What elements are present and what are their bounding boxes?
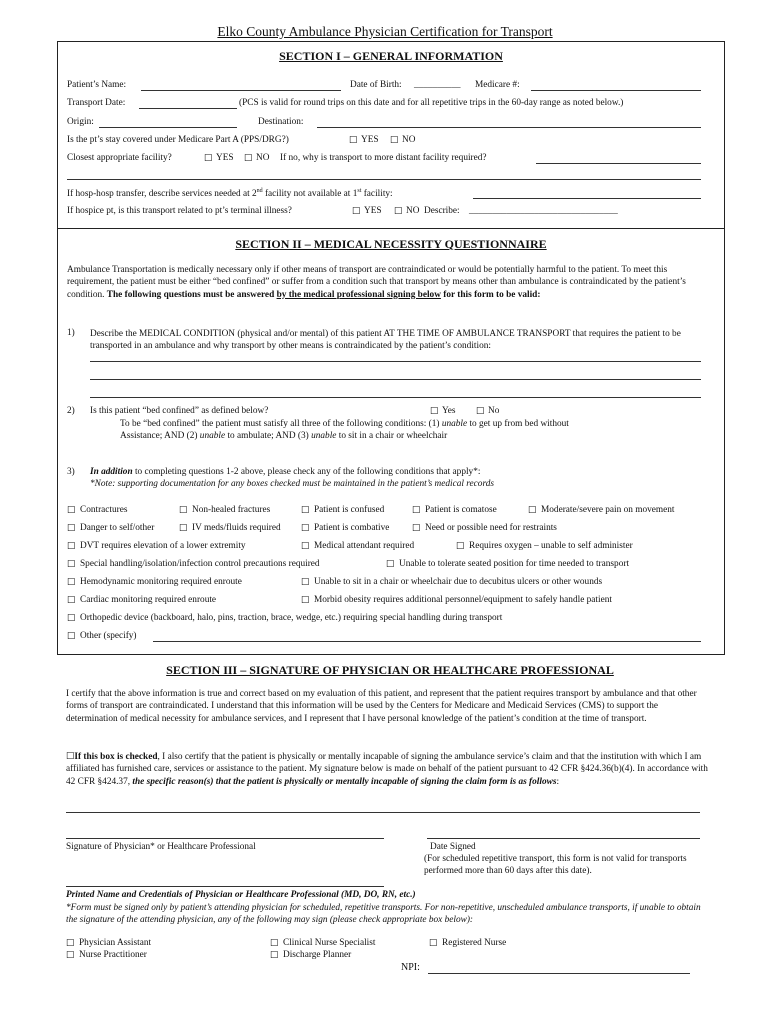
closest-no-checkbox[interactable] xyxy=(244,153,252,164)
part-a-no-label: NO xyxy=(402,135,416,145)
nurse-practitioner-checkbox[interactable] xyxy=(66,950,74,961)
part-a-question: Is the pt’s stay covered under Medicare Part A (PPS/DRG?) xyxy=(67,135,289,145)
patient-name-label: Patient’s Name: xyxy=(67,80,127,90)
clinical-nurse-specialist-label: Clinical Nurse Specialist xyxy=(283,938,376,948)
certify-paragraph: I certify that the above information is true and correct based on my evaluation of this patient, and represent that the patient requires transport by ambulance and that other forms of transport are contraindicated. I understand that this information will be used by the Centers for Medicare and Medicaid Services (CMS) to support the determination of medical necessity for ambulance services, and I represent that I have personal knowledge of the patient’s condition at the time of transport. xyxy=(66,689,697,724)
oxygen-checkbox[interactable] xyxy=(456,541,464,552)
section-2-box xyxy=(57,228,725,655)
danger-to-self-label: Danger to self/other xyxy=(80,523,155,533)
destination-field[interactable] xyxy=(317,127,701,128)
closest-facility-label: Closest appropriate facility? xyxy=(67,153,172,163)
patient-combative-label: Patient is combative xyxy=(314,523,390,533)
describe-label: Describe: xyxy=(424,206,460,216)
oxygen-label: Requires oxygen – unable to self administer xyxy=(469,541,633,551)
medical-attendant-checkbox[interactable] xyxy=(301,541,309,552)
part-a-yes-checkbox[interactable] xyxy=(349,135,357,146)
q2-yes-label: Yes xyxy=(442,406,456,416)
incapable-reason-line[interactable] xyxy=(66,812,700,813)
form-title: Elko County Ambulance Physician Certification for Transport xyxy=(217,24,553,39)
non-healed-fractures-checkbox[interactable] xyxy=(179,505,187,516)
pcs-note: (PCS is valid for round trips on this date and for all repetitive trips in the 60-day range as noted below.) xyxy=(239,98,624,108)
contractures-label: Contractures xyxy=(80,505,128,515)
contractures-checkbox[interactable] xyxy=(67,505,75,516)
describe-field[interactable]: ________________________________ xyxy=(469,206,618,216)
q2-number: 2) xyxy=(67,406,75,416)
signature-label: Signature of Physician* or Healthcare Professional xyxy=(66,842,256,852)
morbid-obesity-label: Morbid obesity requires additional personnel/equipment to safely handle patient xyxy=(314,595,612,605)
transport-date-field[interactable] xyxy=(139,108,237,109)
part-a-no-checkbox[interactable] xyxy=(390,135,398,146)
restraints-checkbox[interactable] xyxy=(412,523,420,534)
hospice-yes-label: YES xyxy=(364,206,382,216)
morbid-obesity-checkbox[interactable] xyxy=(301,595,309,606)
q3-note: *Note: supporting documentation for any boxes checked must be maintained in the patient’s medical records xyxy=(90,479,494,489)
patient-confused-label: Patient is confused xyxy=(314,505,385,515)
signer-footnote: *Form must be signed only by patient’s attending physician for scheduled, repetitive transports. For non-repetitive, unscheduled ambulance transports, if unable to obtain the signature of the attending physician, any of the following may sign (please check appropriate box below): xyxy=(66,903,701,926)
medical-attendant-label: Medical attendant required xyxy=(314,541,415,551)
cardiac-monitoring-checkbox[interactable] xyxy=(67,595,75,606)
other-label: Other (specify) xyxy=(80,631,137,641)
seated-position-checkbox[interactable] xyxy=(386,559,394,570)
moderate-pain-checkbox[interactable] xyxy=(528,505,536,516)
hosp-transfer-label: If hosp-hosp transfer, describe services needed at 2nd facility not available at 1st facility: xyxy=(67,188,393,200)
closest-no-label: NO xyxy=(256,153,270,163)
date-signed-label: Date Signed xyxy=(430,842,476,852)
npi-field[interactable] xyxy=(428,973,690,974)
decubitus-checkbox[interactable] xyxy=(301,577,309,588)
restraints-label: Need or possible need for restraints xyxy=(425,523,557,533)
section-3-heading: SECTION III – SIGNATURE OF PHYSICIAN OR HEALTHCARE PROFESSIONAL xyxy=(166,663,614,677)
closest-yes-label: YES xyxy=(216,153,234,163)
seated-position-label: Unable to tolerate seated position for time needed to transport xyxy=(399,559,630,569)
q2-no-checkbox[interactable] xyxy=(476,406,484,417)
closest-why-field-line-2[interactable] xyxy=(67,179,701,180)
q2-text: Is this patient “bed confined” as defined below? xyxy=(90,406,269,416)
medicare-label: Medicare #: xyxy=(475,80,520,90)
origin-field[interactable] xyxy=(99,127,237,128)
printed-name-label: Printed Name and Credentials of Physician or Healthcare Professional (MD, DO, RN, etc.) xyxy=(66,890,416,900)
patient-combative-checkbox[interactable] xyxy=(301,523,309,534)
destination-label: Destination: xyxy=(258,117,304,127)
cardiac-monitoring-label: Cardiac monitoring required enroute xyxy=(80,595,217,605)
patient-comatose-label: Patient is comatose xyxy=(425,505,497,515)
patient-comatose-checkbox[interactable] xyxy=(412,505,420,516)
danger-to-self-checkbox[interactable] xyxy=(67,523,75,534)
decubitus-label: Unable to sit in a chair or wheelchair due to decubitus ulcers or other wounds xyxy=(314,577,603,587)
q1-answer-line-3[interactable] xyxy=(90,397,701,398)
section-2-heading: SECTION II – MEDICAL NECESSITY QUESTIONNAIRE xyxy=(235,237,547,251)
iv-meds-label: IV meds/fluids required xyxy=(192,523,281,533)
registered-nurse-checkbox[interactable] xyxy=(429,938,437,949)
dvt-checkbox[interactable] xyxy=(67,541,75,552)
incapable-box-paragraph: ☐ If this box is checked, I also certify that the patient is physically or mentally incapable of signing the ambulance service’s claim and that the institution with which I am affiliated has furnished care, services or assistance to the patient. My signature below is made on behalf of the patient pursuant to 42 CFR §424.36(b)(4). In accordance with 42 CFR §424.37, the specific reason(s) that the patient is physically or mentally incapable of signing the claim form is as follows: xyxy=(66,751,716,788)
medicare-field[interactable] xyxy=(531,90,701,91)
hospice-yes-checkbox[interactable] xyxy=(352,206,360,217)
q1-text: Describe the MEDICAL CONDITION (physical and/or mental) of this patient AT THE TIME OF AMBULANCE TRANSPORT that requires the patient to be transported in an ambulance and why transport by other means is contraindicated by the patient’s condition: xyxy=(90,329,681,352)
closest-why-field[interactable] xyxy=(536,163,701,164)
q2-definition-line-2: Assistance; AND (2) unable to ambulate; AND (3) unable to sit in a chair or wheelchair xyxy=(120,431,448,441)
section-1-heading: SECTION I – GENERAL INFORMATION xyxy=(279,49,503,63)
origin-label: Origin: xyxy=(67,117,94,127)
date-signed-line[interactable] xyxy=(427,838,700,839)
discharge-planner-checkbox[interactable] xyxy=(270,950,278,961)
closest-why-label: If no, why is transport to more distant facility required? xyxy=(280,153,487,163)
closest-yes-checkbox[interactable] xyxy=(204,153,212,164)
nurse-practitioner-label: Nurse Practitioner xyxy=(79,950,147,960)
q2-yes-checkbox[interactable] xyxy=(430,406,438,417)
q3-number: 3) xyxy=(67,467,75,477)
section-1-box xyxy=(57,41,725,229)
physician-assistant-checkbox[interactable] xyxy=(66,938,74,949)
dob-label: Date of Birth: xyxy=(350,80,402,90)
npi-label: NPI: xyxy=(401,962,420,973)
transport-date-label: Transport Date: xyxy=(67,98,126,108)
q2-definition-line-1: To be “bed confined” the patient must satisfy all three of the following conditions: (1) unable to get up from bed without xyxy=(120,419,569,429)
printed-name-line[interactable] xyxy=(66,886,384,887)
special-handling-label: Special handling/isolation/infection control precautions required xyxy=(80,559,320,569)
special-handling-checkbox[interactable] xyxy=(67,559,75,570)
section-2-intro: Ambulance Transportation is medically necessary only if other means of transport are contraindicated or would be potentially harmful to the patient. To meet this requirement, the patient must be either “bed confined” or suffer from a condition such that transport by means other than ambulance is contraindicated by the patient’s condition. The following questions must be answered by the medical professional signing below for this form to be valid: xyxy=(67,265,686,300)
hospice-no-checkbox[interactable] xyxy=(394,206,402,217)
hemodynamic-checkbox[interactable] xyxy=(67,577,75,588)
patient-name-field[interactable] xyxy=(141,90,341,91)
orthopedic-device-checkbox[interactable] xyxy=(67,613,75,624)
hospice-question: If hospice pt, is this transport related to pt’s terminal illness? xyxy=(67,206,292,216)
hosp-transfer-field[interactable] xyxy=(473,198,701,199)
q1-answer-line-2[interactable] xyxy=(90,379,701,380)
q1-answer-line-1[interactable] xyxy=(90,361,701,362)
date-signed-note: (For scheduled repetitive transport, this form is not valid for transports performed more than 60 days after this date). xyxy=(424,854,687,877)
moderate-pain-label: Moderate/severe pain on movement xyxy=(541,505,675,515)
hemodynamic-label: Hemodynamic monitoring required enroute xyxy=(80,577,242,587)
discharge-planner-label: Discharge Planner xyxy=(283,950,352,960)
q2-no-label: No xyxy=(488,406,500,416)
q3-text: In addition to completing questions 1-2 above, please check any of the following conditions that apply*: xyxy=(90,467,481,477)
physician-assistant-label: Physician Assistant xyxy=(79,938,152,948)
clinical-nurse-specialist-checkbox[interactable] xyxy=(270,938,278,949)
part-a-yes-label: YES xyxy=(361,135,379,145)
hospice-no-label: NO xyxy=(406,206,420,216)
q1-number: 1) xyxy=(67,328,75,338)
other-specify-field[interactable] xyxy=(153,641,701,642)
dvt-label: DVT requires elevation of a lower extremity xyxy=(80,541,246,551)
signature-line[interactable] xyxy=(66,838,384,839)
patient-confused-checkbox[interactable] xyxy=(301,505,309,516)
orthopedic-device-label: Orthopedic device (backboard, halo, pins, traction, brace, wedge, etc.) requiring special handling during transport xyxy=(80,613,503,623)
other-checkbox[interactable] xyxy=(67,631,75,642)
iv-meds-checkbox[interactable] xyxy=(179,523,187,534)
registered-nurse-label: Registered Nurse xyxy=(442,938,507,948)
non-healed-fractures-label: Non-healed fractures xyxy=(192,505,271,515)
dob-field[interactable]: __________ xyxy=(414,80,461,90)
